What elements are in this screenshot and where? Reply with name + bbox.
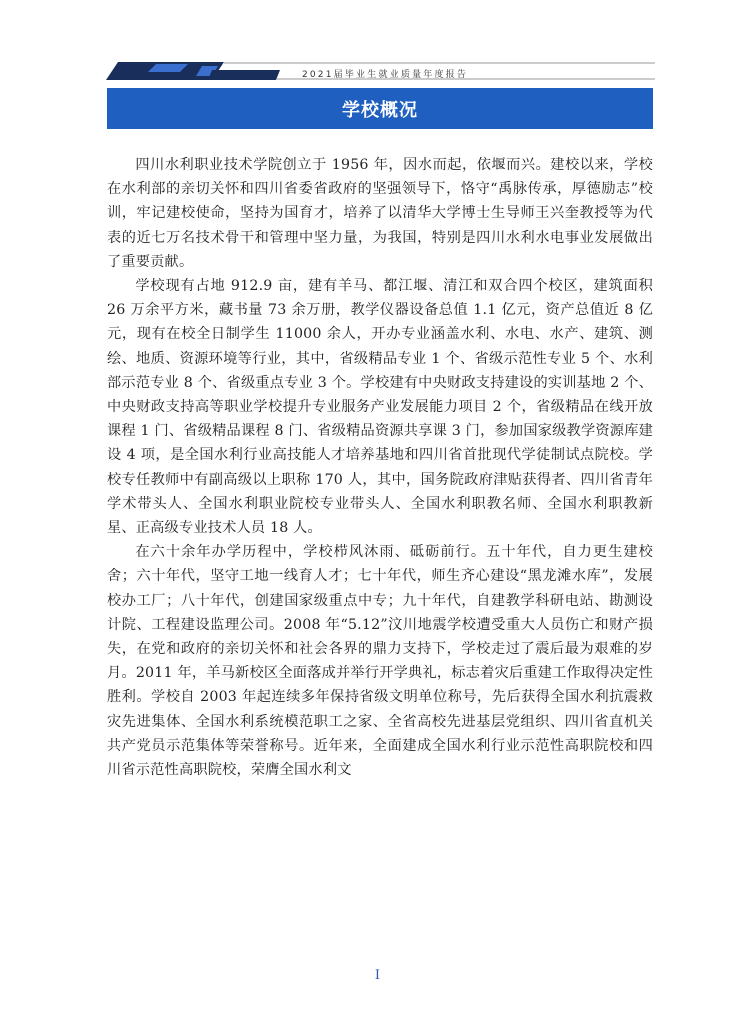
page-number: I — [374, 968, 381, 983]
page-header — [100, 58, 655, 84]
paragraph: 在六十余年办学历程中，学校栉风沐雨、砥砺前行。五十年代，自力更生建校舍；六十年代，坚守工地一线育人才；七十年代，师生齐心建设“黑龙滩水库”，发展校办工厂；八十年代，创建国家级重点中专；九十年代，自建教学科研电站、勘测设计院、工程建设监理公司。2008 年“5.12”汶川地震学校遭受重大人员伤亡和财产损失，在党和政府的亲切关怀和社会各界的鼎力支持下，学校走过了震后最为艰难的岁月。2011 年，羊马新校区全面落成并举行开学典礼，标志着灾后重建工作取得决定性胜利。学校自 2003 年起连续多年保持省级文明单位称号，先后获得全国水利抗震救灾先进集体、全国水利系统模范职工之家、全省高校先进基层党组织、四川省直机关共产党员示范集体等荣誉称号。近年来，全面建成全国水利行业示范性高职院校和四川省示范性高职院校，荣膺全国水利文 — [107, 544, 653, 779]
section-title: 学校概况 — [342, 99, 418, 121]
section-banner — [107, 88, 653, 129]
report-title: 2021届毕业生就业质量年度报告 — [301, 70, 469, 80]
body-text — [107, 153, 653, 782]
paragraph: 学校现有占地 912.9 亩，建有羊马、都江堰、清江和双合四个校区，建筑面积 26 万余平方米，藏书量 73 余万册，教学仪器设备总值 1.1 亿元，资产总值近 8 亿元，现有在校全日制学生 11000 余人，开办专业涵盖水利、水电、水产、建筑、测绘、地质、资源环境等行业，其中，省级精品专业 1 个、省级示范性专业 5 个、水利部示范专业 8 个、省级重点专业 3 个。学校建有中央财政支持建设的实训基地 2 个、中央财政支持高等职业学校提升专业服务产业发展能力项目 2 个，省级精品在线开放课程 1 门、省级精品课程 8 门、省级精品资源共享课 3 门，参加国家级教学资源库建设 4 项，是全国水利行业高技能人才培养基地和四川省首批现代学徒制试点院校。学校专任教师中有副高级以上职称 170 人，其中，国务院政府津贴获得者、四川省青年学术带头人、全国水利职业院校专业带头人、全国水利职教名师、全国水利职教新星、正高级专业技术人员 18 人。 — [107, 278, 653, 537]
paragraph: 四川水利职业技术学院创立于 1956 年，因水而起，依堰而兴。建校以来，学校在水利部的亲切关怀和四川省委省政府的坚强领导下，恪守“禹脉传承，厚德励志”校训，牢记建校使命，坚持为国育才，培养了以清华大学博士生导师王兴奎教授等为代表的近七万名技术骨干和管理中坚力量，为我国，特别是四川水利水电事业发展做出了重要贡献。 — [107, 157, 653, 270]
